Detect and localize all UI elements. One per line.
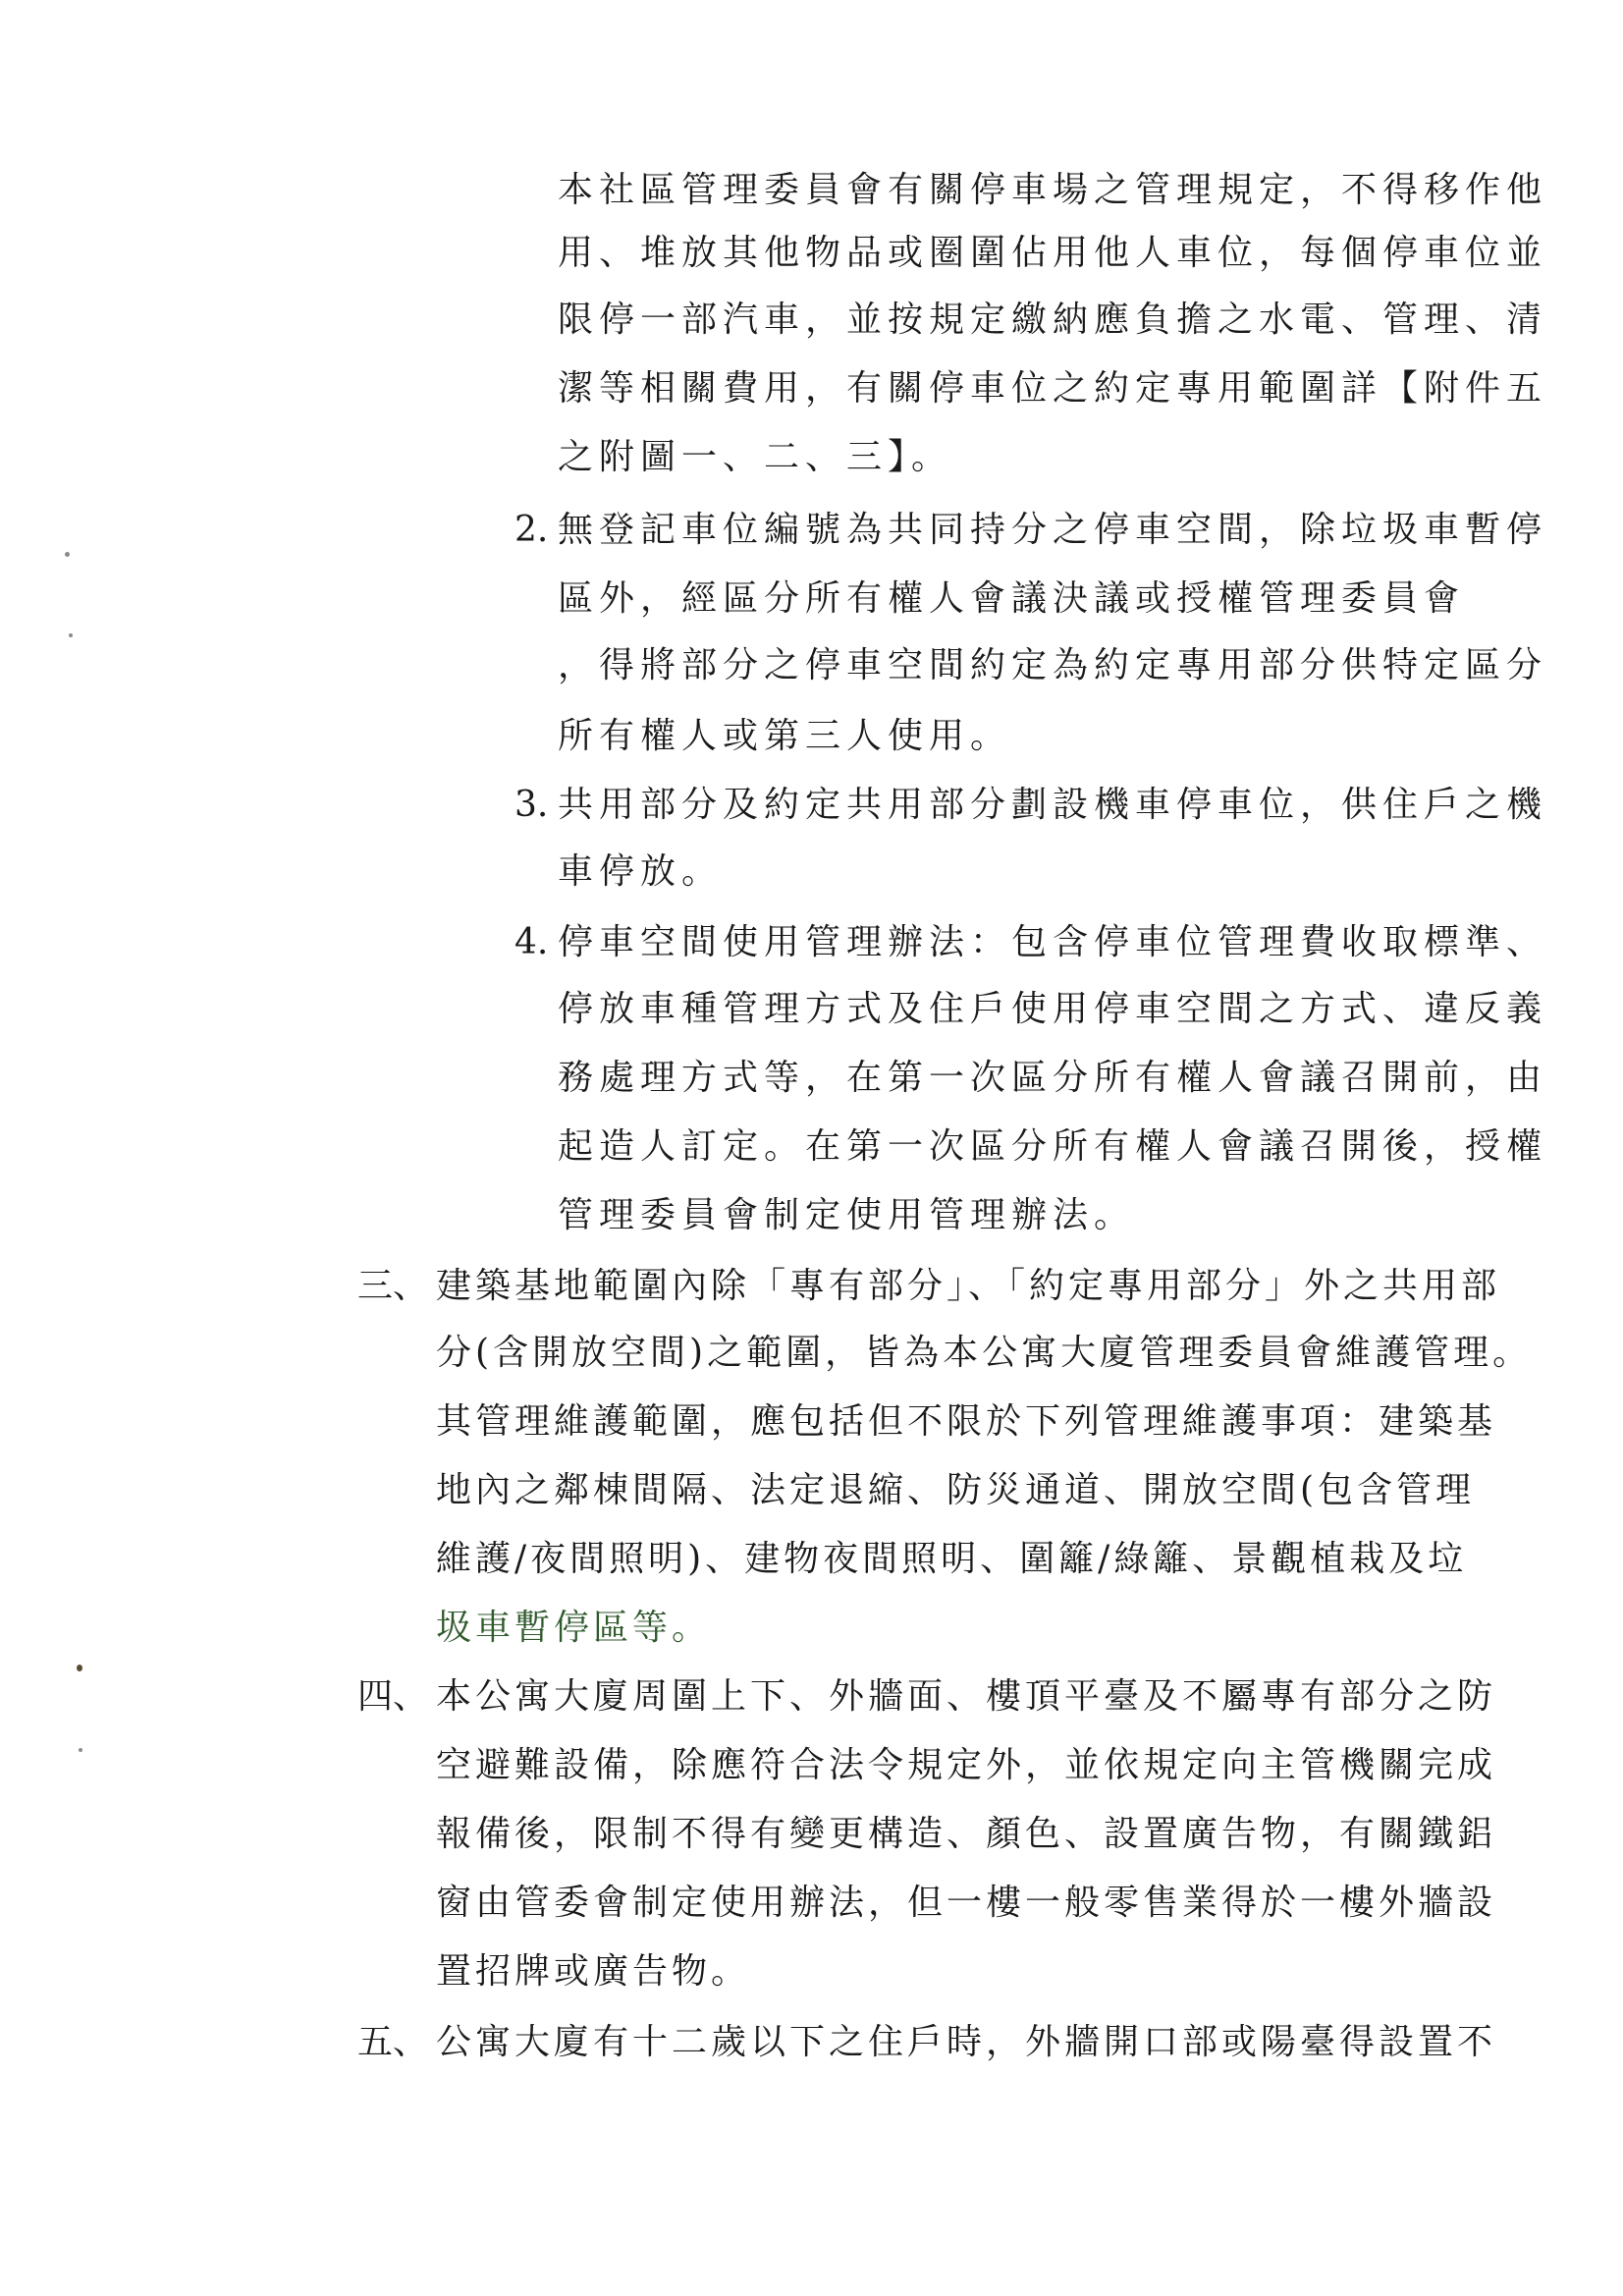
sub-item-marker: 3. xyxy=(514,785,549,825)
body-line: 空避難設備，除應符合法令規定外，並依規定向主管機關完成 xyxy=(436,1745,1497,1785)
body-line: 停車空間使用管理辦法：包含停車位管理費收取標準、 xyxy=(558,922,1548,962)
sub-item-marker: 2. xyxy=(514,510,549,550)
scan-speck xyxy=(69,633,73,637)
body-line: ，得將部分之停車空間約定為約定專用部分供特定區分 xyxy=(558,645,1548,685)
section-marker: 三、 xyxy=(357,1266,429,1306)
body-line: 分(含開放空間)之範圍，皆為本公寓大廈管理委員會維護管理。 xyxy=(436,1333,1533,1373)
body-line: 維護/夜間照明)、建物夜間照明、圍籬/綠籬、景觀植栽及垃 xyxy=(436,1539,1468,1579)
body-line: 之附圖一、二、三】。 xyxy=(558,437,953,477)
body-line: 圾車暫停區等。 xyxy=(436,1608,712,1648)
body-line: 區外，經區分所有權人會議決議或授權管理委員會 xyxy=(558,578,1466,619)
body-line: 公寓大廈有十二歲以下之住戶時，外牆開口部或陽臺得設置不 xyxy=(436,2022,1497,2062)
body-line: 停放車種管理方式及住戶使用停車空間之方式、違反義 xyxy=(558,989,1548,1029)
body-line: 潔等相關費用，有關停車位之約定專用範圍詳【附件五 xyxy=(558,368,1548,409)
body-line: 無登記車位編號為共同持分之停車空間，除垃圾車暫停 xyxy=(558,510,1548,550)
body-line: 所有權人或第三人使用。 xyxy=(558,716,1012,756)
section-marker: 四、 xyxy=(357,1676,429,1717)
body-line: 建築基地範圍內除「專有部分」、「約定專用部分」外之共用部 xyxy=(436,1266,1501,1306)
body-line: 務處理方式等，在第一次區分所有權人會議召開前，由 xyxy=(558,1058,1548,1098)
body-line: 其管理維護範圍，應包括但不限於下列管理維護事項：建築基 xyxy=(436,1401,1497,1442)
body-line: 車停放。 xyxy=(558,851,724,892)
body-line: 本公寓大廈周圍上下、外牆面、樓頂平臺及不屬專有部分之防 xyxy=(436,1676,1497,1717)
body-line: 管理委員會制定使用管理辦法。 xyxy=(558,1195,1136,1235)
body-line: 地內之鄰棟間隔、法定退縮、防災通道、開放空間(包含管理 xyxy=(436,1470,1476,1510)
body-line: 限停一部汽車，並按規定繳納應負擔之水電、管理、清 xyxy=(558,300,1548,340)
body-line: 報備後，限制不得有變更構造、顏色、設置廣告物，有關鐵鋁 xyxy=(436,1814,1497,1854)
body-line: 窗由管委會制定使用辦法，但一樓一般零售業得於一樓外牆設 xyxy=(436,1883,1497,1923)
body-line: 用、堆放其他物品或圈圍佔用他人車位，每個停車位並 xyxy=(558,233,1548,273)
body-line: 起造人訂定。在第一次區分所有權人會議召開後，授權 xyxy=(558,1126,1548,1167)
scan-speck xyxy=(77,1665,82,1671)
scan-speck xyxy=(65,552,70,557)
scan-speck xyxy=(79,1748,82,1752)
sub-item-marker: 4. xyxy=(514,922,549,962)
body-line: 置招牌或廣告物。 xyxy=(436,1951,751,1992)
section-marker: 五、 xyxy=(357,2022,429,2062)
body-line: 共用部分及約定共用部分劃設機車停車位，供住戶之機 xyxy=(558,785,1548,825)
body-line: 本社區管理委員會有關停車場之管理規定，不得移作他 xyxy=(558,170,1548,210)
